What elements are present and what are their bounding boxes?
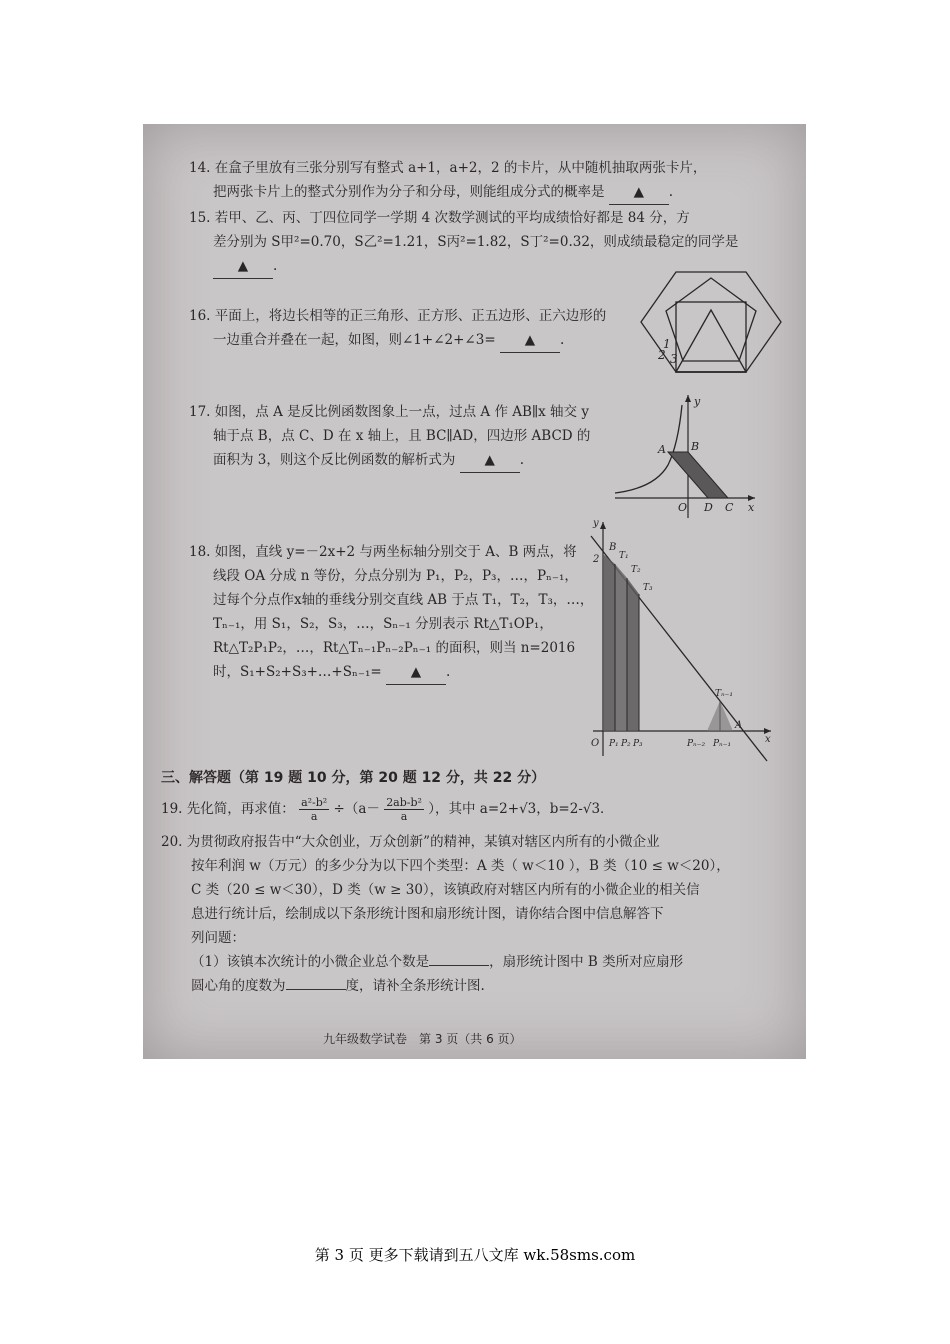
frac2-denominator: a [400, 810, 408, 823]
q20-part1-text-c: 圆心角的度数为 [191, 978, 286, 994]
q15-answer-blank: ▲ [213, 254, 273, 279]
q14-line1: 在盒子里放有三张分别写有整式 a+1，a+2，2 的卡片，从中随机抽取两张卡片， [214, 160, 707, 176]
page-footer: 第 3 页 更多下载请到五八文库 wk.58sms.com [314, 1246, 636, 1264]
x-axis-label: x [748, 501, 755, 514]
q18-line1: 如图，直线 y=－2x+2 与两坐标轴分别交于 A、B 两点，将 [214, 544, 577, 560]
q17-number: 17. [189, 404, 211, 420]
q18-line2: 线段 OA 分成 n 等份，分点分别为 P₁，P₂，P₃，…，Pₙ₋₁， [213, 568, 578, 584]
q19-operator: ÷（a－ [333, 801, 380, 817]
q16-polygon-figure [636, 262, 786, 381]
scanned-exam-photo [143, 124, 806, 1059]
q15-end: . [273, 258, 278, 274]
q14-answer-blank: ▲ [609, 180, 669, 205]
q17-answer-blank: ▲ [460, 448, 520, 473]
frac1-numerator: a²-b² [301, 796, 328, 809]
exam-page-label: 九年级数学试卷 第 3 页（共 6 页） [323, 1032, 522, 1046]
q19-number: 19. [161, 801, 183, 817]
q16-line1: 平面上，将边长相等的正三角形、正方形、正五边形、正六边形的 [214, 308, 607, 324]
pn-1-label: Pₙ₋₁ [713, 739, 732, 749]
point-c-label: C [725, 501, 734, 514]
q20-line3: C 类（20 ≤ w＜30），D 类（w ≥ 30），该镇政府对辖区内所有的小微企业的相关信 [191, 882, 700, 898]
tn-1-label: Tₙ₋₁ [715, 689, 734, 699]
q20-line4: 息进行统计后，绘制成以下条形统计图和扇形统计图，请你结合图中信息解答下 [191, 906, 664, 922]
point-a-label: A [735, 720, 743, 731]
q19-condition: ），其中 a=2+√3，b=2-√3． [428, 801, 614, 817]
q14-line2: 把两张卡片上的整式分别作为分子和分母，则能组成分式的概率是 [213, 184, 605, 200]
point-a-label: A [658, 443, 666, 456]
q18-line3: 过每个分点作x轴的垂线分别交直线 AB 于点 T₁，T₂，T₃，…， [213, 592, 594, 608]
q20-line1: 为贯彻政府报告中“大众创业，万众创新”的精神，某镇对辖区内所有的小微企业 [186, 834, 660, 850]
q19-prompt: 先化简，再求值： [186, 801, 295, 817]
angle-2-label: 2 [658, 348, 666, 362]
y-axis-label: y [593, 518, 599, 529]
q17-hyperbola-figure [610, 390, 760, 529]
point-b-label: B [609, 542, 617, 553]
q20-part1-text-a: （1）该镇本次统计的小微企业总个数是 [191, 954, 430, 970]
q14-number: 14. [189, 160, 211, 176]
q20-total-blank [429, 965, 489, 966]
q18-number: 18. [189, 544, 211, 560]
question-20 [161, 830, 730, 998]
q15-line1: 若甲、乙、丙、丁四位同学一学期 4 次数学测试的平均成绩恰好都是 84 分，方 [214, 210, 690, 226]
question-14 [189, 156, 706, 205]
q14-end: . [668, 184, 674, 200]
q20-part1-text-b: ，扇形统计图中 B 类所对应扇形 [489, 954, 684, 970]
point-d-label: D [704, 501, 713, 514]
angle-1-label: 1 [663, 337, 671, 351]
frac1-denominator: a [310, 810, 318, 823]
section-3-heading: 三、解答题（第 19 题 10 分，第 20 题 12 分，共 22 分） [161, 770, 546, 786]
q19-fraction-1 [299, 796, 329, 823]
q16-answer-blank: ▲ [500, 328, 560, 353]
p1-label: P₁ [609, 739, 619, 749]
q18-answer-blank: ▲ [386, 660, 446, 685]
q18-line4: Tₙ₋₁，用 S₁，S₂，S₃，…，Sₙ₋₁ 分别表示 Rt△T₁OP₁， [213, 616, 553, 632]
q15-line2: 差分别为 S甲²=0.70，S乙²=1.21，S丙²=1.82，S丁²=0.32，则成绩最稳定的同学是 [213, 234, 739, 250]
q19-fraction-2 [384, 796, 424, 823]
q16-number: 16. [189, 308, 211, 324]
angle-3-label: 3 [670, 352, 678, 366]
q17-line2: 轴于点 B，点 C、D 在 x 轴上，且 BC∥AD，四边形 ABCD 的 [213, 428, 591, 444]
p3-label: P₃ [633, 739, 643, 749]
q18-line5: Rt△T₂P₁P₂，…，Rt△Tₙ₋₁Pₙ₋₂Pₙ₋₁ 的面积，则当 n=2016 [213, 640, 576, 656]
q20-line2: 按年利润 w（万元）的多少分为以下四个类型：A 类（ w＜10 ），B 类（10 ≤ w＜20）， [191, 858, 730, 874]
q20-angle-blank [286, 989, 346, 990]
question-19 [161, 796, 614, 823]
q20-number: 20. [161, 834, 183, 850]
p2-label: P₂ [621, 739, 631, 749]
origin-label: O [591, 738, 600, 749]
x-axis-label: x [765, 734, 771, 745]
q16-line2: 一边重合并叠在一起，如图，则∠1+∠2+∠3= [213, 332, 496, 348]
t1-label: T₁ [619, 551, 629, 561]
pn-2-label: Pₙ₋₂ [687, 739, 706, 749]
t2-label: T₂ [631, 565, 641, 575]
question-16 [189, 304, 606, 353]
q17-line3: 面积为 3，则这个反比例函数的解析式为 [213, 452, 456, 468]
y-intercept-label: 2 [593, 554, 600, 565]
q15-number: 15. [189, 210, 211, 226]
frac2-numerator: 2ab-b² [386, 796, 422, 809]
q17-line1: 如图，点 A 是反比例函数图象上一点，过点 A 作 AB∥x 轴交 y [214, 404, 589, 420]
q20-part1-text-d: 度，请补全条形统计图. [345, 978, 485, 994]
q16-end: . [559, 332, 565, 348]
q17-end: . [519, 452, 524, 468]
t3-label: T₃ [643, 583, 653, 593]
point-b-label: B [691, 440, 700, 453]
origin-label: O [678, 501, 688, 514]
y-axis-label: y [694, 395, 701, 408]
question-18 [189, 540, 593, 685]
question-17 [189, 400, 590, 473]
q20-line5: 列问题： [191, 930, 245, 946]
q18-line-figure [575, 516, 775, 770]
q18-end: . [445, 664, 451, 680]
q18-line6: 时，S₁+S₂+S₃+…+Sₙ₋₁= [213, 664, 382, 680]
